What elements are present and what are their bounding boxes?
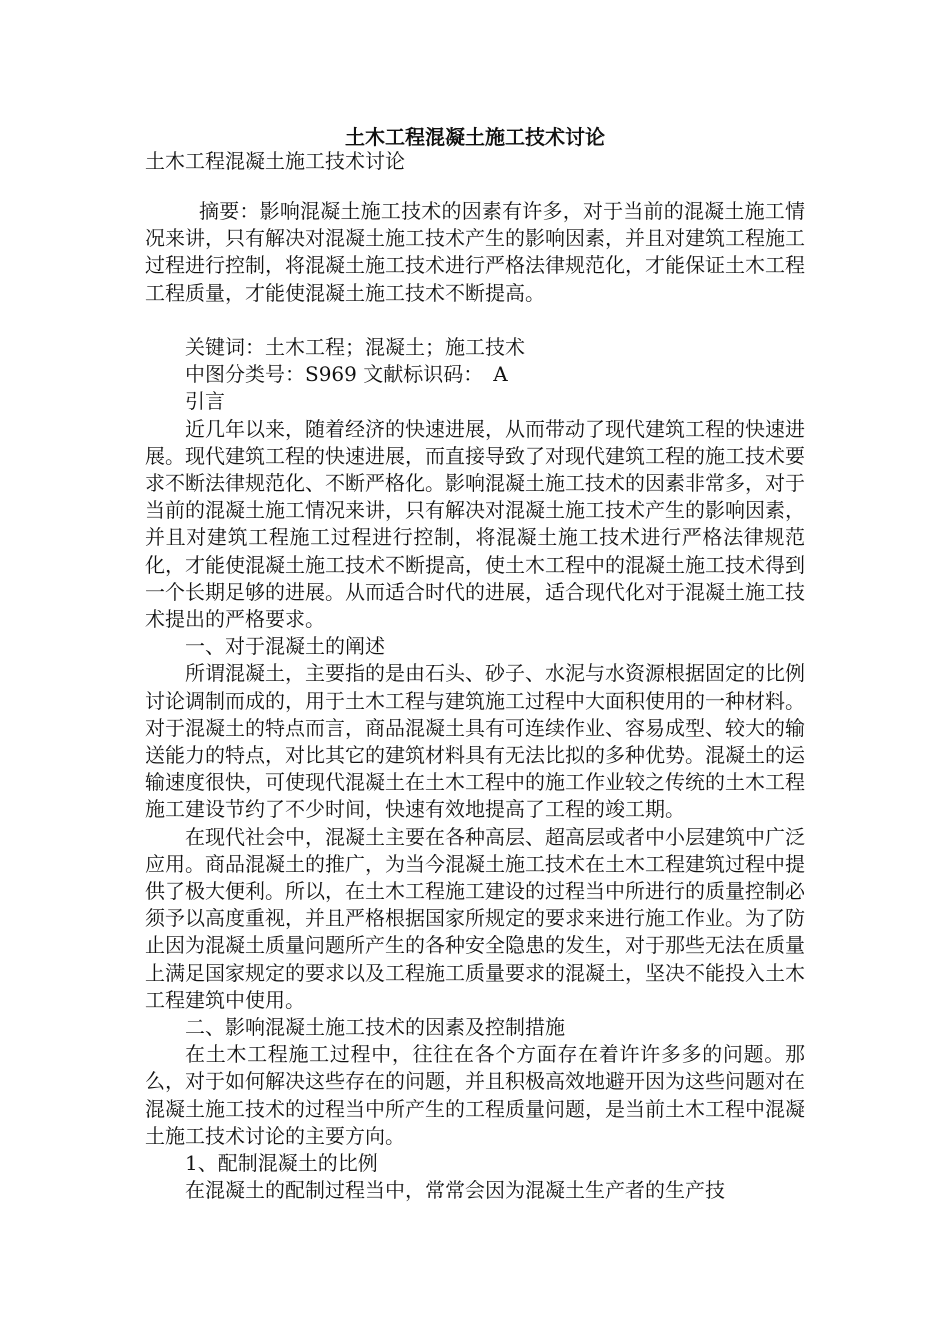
keywords-line: 关键词：土木工程；混凝土；施工技术 xyxy=(185,335,525,359)
section1-heading: 一、对于混凝土的阐述 xyxy=(185,634,385,659)
subsection1-paragraph: 在混凝土的配制过程当中，常常会因为混凝土生产者的生产技 xyxy=(185,1178,725,1203)
section1-paragraph-2: 在现代社会中，混凝土主要在各种高层、超高层或者中小层建筑中广泛应用。商品混凝土的推广，为当今混凝土施工技术在土木工程建筑过程中提供了极大便利。所以，在土木工程施工建设的过程当中所进行的质量控制必须予以高度重视，并且严格根据国家所规定的要求来进行施工作业。为了防止因为混凝土质量问题所产生的各种安全隐患的发生，对于那些无法在质量上满足国家规定的要求以及工程施工质量要求的混凝土，坚决不能投入土木工程建筑中使用。 xyxy=(145,824,805,1012)
document-subtitle: 土木工程混凝土施工技术讨论 xyxy=(145,149,405,173)
intro-paragraph: 近几年以来，随着经济的快速进展，从而带动了现代建筑工程的快速进展。现代建筑工程的快速进展，而直接导致了对现代建筑工程的施工技术要求不断法律规范化、不断严格化。影响混凝土施工技术的因素非常多，对于当前的混凝土施工情况来讲，只有解决对混凝土施工技术产生的影响因素，并且对建筑工程施工过程进行控制，将混凝土施工技术进行严格法律规范化，才能使混凝土施工技术不断提高，使土木工程中的混凝土施工技术得到一个长期足够的进展。从而适合时代的进展，适合现代化对于混凝土施工技术提出的严格要求。 xyxy=(145,416,805,632)
intro-heading: 引言 xyxy=(185,389,225,414)
section1-paragraph-1: 所谓混凝土，主要指的是由石头、砂子、水泥与水资源根据固定的比例讨论调制而成的，用于土木工程与建筑施工过程中大面积使用的一种材料。对于混凝土的特点而言，商品混凝土具有可连续作业、容易成型、较大的输送能力的特点，对比其它的建筑材料具有无法比拟的多种优势。混凝土的运输速度很快，可使现代混凝土在土木工程中的施工作业较之传统的土木工程施工建设节约了不少时间，快速有效地提高了工程的竣工期。 xyxy=(145,661,805,822)
document-body xyxy=(145,198,805,1205)
section2-paragraph: 在土木工程施工过程中，往往在各个方面存在着许许多多的问题。那么，对于如何解决这些存在的问题，并且积极高效地避开因为这些问题对在混凝土施工技术的过程当中所产生的工程质量问题，是当前土木工程中混凝土施工技术讨论的主要方向。 xyxy=(145,1042,805,1148)
subsection1-heading: 1、配制混凝土的比例 xyxy=(185,1151,378,1176)
document-title: 土木工程混凝土施工技术讨论 xyxy=(345,125,605,149)
classification-line: 中图分类号：S969 文献标识码： A xyxy=(185,362,508,387)
abstract-paragraph: 摘要：影响混凝土施工技术的因素有许多，对于当前的混凝土施工情况来讲，只有解决对混凝土施工技术产生的影响因素，并且对建筑工程施工过程进行控制，将混凝土施工技术进行严格法律规范化，才能保证土木工程工程质量，才能使混凝土施工技术不断提高。 xyxy=(145,199,805,305)
section2-heading: 二、影响混凝土施工技术的因素及控制措施 xyxy=(185,1015,565,1040)
